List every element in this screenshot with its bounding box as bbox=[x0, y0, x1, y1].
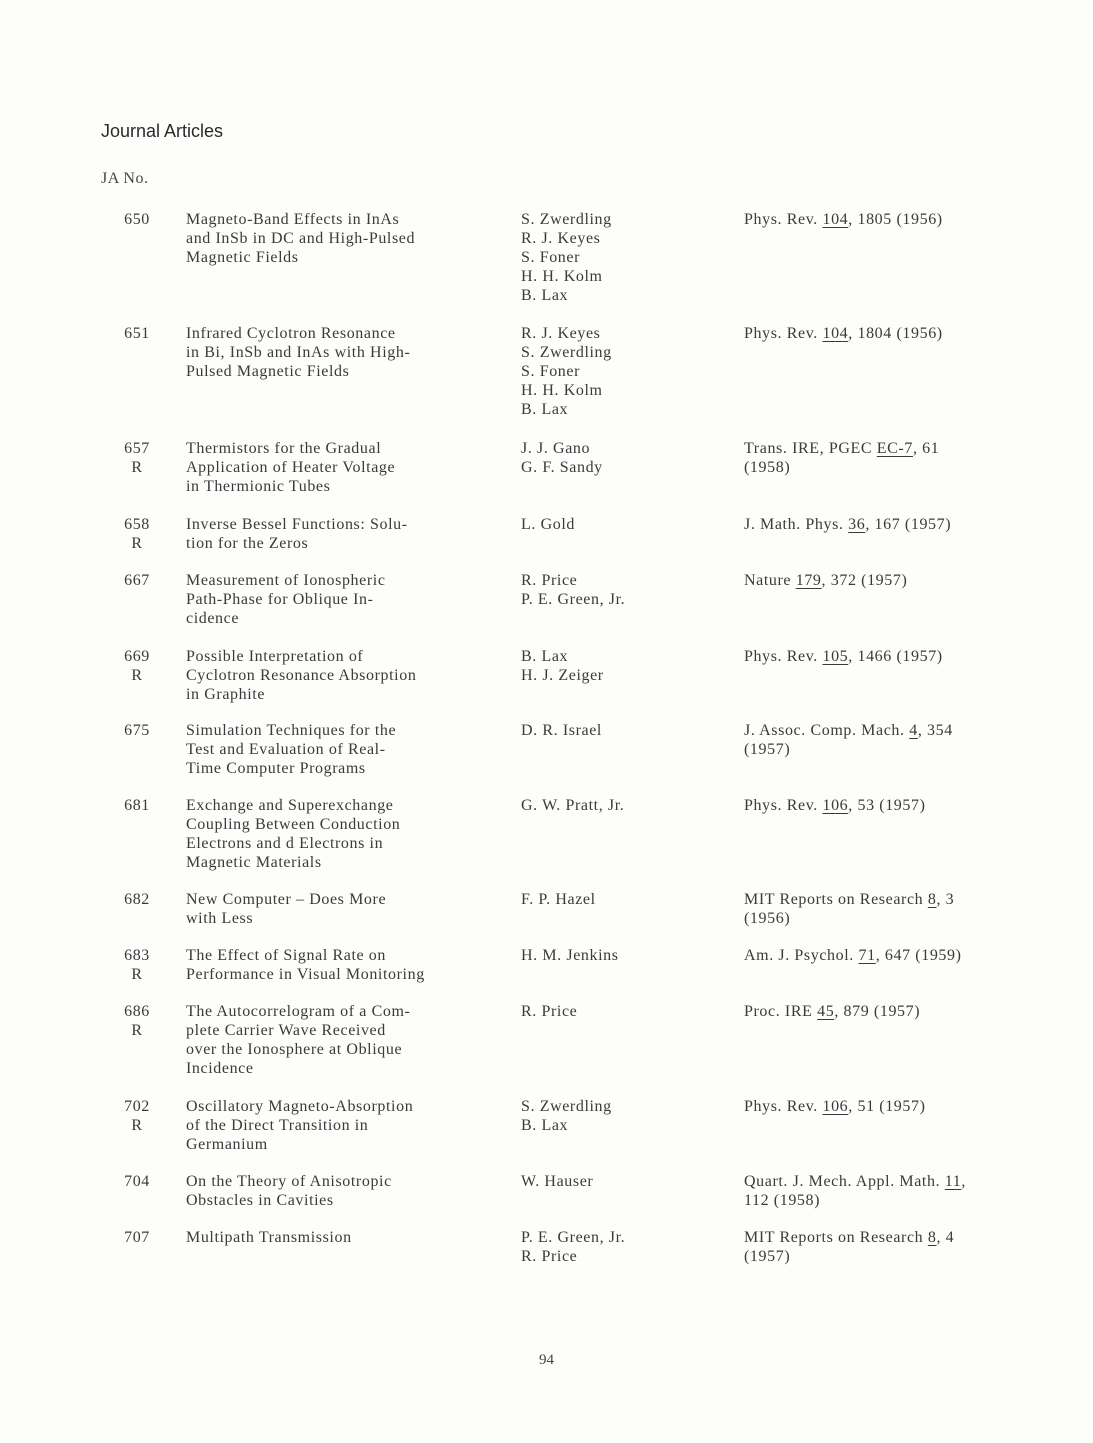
citation-line bbox=[744, 946, 1044, 965]
ja-number bbox=[117, 946, 157, 984]
citation-volume: 104 bbox=[822, 325, 849, 342]
ja-number bbox=[117, 210, 157, 229]
citation-volume: 45 bbox=[817, 1003, 835, 1020]
author-name: D. R. Israel bbox=[521, 722, 602, 739]
author-name: L. Gold bbox=[521, 516, 575, 533]
ja-number bbox=[117, 324, 157, 343]
article-authors bbox=[521, 946, 731, 965]
author-name: G. F. Sandy bbox=[521, 459, 603, 476]
author-name: B. Lax bbox=[521, 287, 569, 304]
article-citation bbox=[744, 210, 1044, 229]
author-name: H. M. Jenkins bbox=[521, 947, 619, 964]
article-title-line: The Autocorrelogram of a Com- bbox=[186, 1003, 411, 1020]
author-name: S. Foner bbox=[521, 249, 581, 266]
citation-text: Am. J. Psychol. bbox=[744, 947, 859, 964]
article-title-line: of the Direct Transition in bbox=[186, 1117, 369, 1134]
citation-volume: 36 bbox=[848, 516, 866, 533]
article-title-line: Incidence bbox=[186, 1060, 254, 1077]
ja-number bbox=[117, 721, 157, 740]
ja-number bbox=[117, 647, 157, 685]
article-title bbox=[186, 1097, 516, 1154]
citation-line bbox=[744, 1097, 1044, 1116]
citation-volume: 106 bbox=[822, 797, 849, 814]
citation-line bbox=[744, 647, 1044, 666]
citation-text: , 167 (1957) bbox=[865, 516, 952, 533]
article-authors bbox=[521, 1228, 731, 1266]
citation-volume: 11 bbox=[944, 1173, 962, 1190]
ja-number bbox=[117, 1172, 157, 1191]
article-title-line: Performance in Visual Monitoring bbox=[186, 966, 425, 983]
citation-line bbox=[744, 571, 1044, 590]
article-citation bbox=[744, 796, 1044, 815]
article-title-line: Cyclotron Resonance Absorption bbox=[186, 667, 417, 684]
article-title bbox=[186, 439, 516, 496]
citation-text: Nature bbox=[744, 572, 796, 589]
citation-text: , bbox=[961, 1173, 966, 1190]
ja-number bbox=[117, 439, 157, 477]
article-title bbox=[186, 946, 516, 984]
article-title-line: Application of Heater Voltage bbox=[186, 459, 396, 476]
author-name: B. Lax bbox=[521, 1117, 569, 1134]
article-title bbox=[186, 796, 516, 872]
citation-line bbox=[744, 324, 1044, 343]
article-title bbox=[186, 324, 516, 381]
citation-text: Trans. IRE, PGEC bbox=[744, 440, 877, 457]
ja-number-value: 683 bbox=[124, 947, 150, 964]
ja-number-value: 686 bbox=[124, 1003, 150, 1020]
article-title-line: Infrared Cyclotron Resonance bbox=[186, 325, 396, 342]
article-title-line: in Thermionic Tubes bbox=[186, 478, 331, 495]
ja-number-value: 667 bbox=[124, 572, 150, 589]
article-title-line: tion for the Zeros bbox=[186, 535, 309, 552]
citation-line-2: (1956) bbox=[744, 910, 791, 927]
ja-number-value: 650 bbox=[124, 211, 150, 228]
column-label: JA No. bbox=[101, 170, 149, 187]
article-authors bbox=[521, 796, 731, 815]
article-authors bbox=[521, 1097, 731, 1135]
citation-text: J. Assoc. Comp. Mach. bbox=[744, 722, 910, 739]
article-citation bbox=[744, 515, 1044, 534]
article-title-line: New Computer – Does More bbox=[186, 891, 387, 908]
ja-number-suffix: R bbox=[131, 966, 143, 983]
author-name: S. Zwerdling bbox=[521, 1098, 612, 1115]
ja-number-value: 682 bbox=[124, 891, 150, 908]
citation-text: , 61 bbox=[912, 440, 940, 457]
citation-volume: 8 bbox=[927, 891, 937, 908]
article-citation bbox=[744, 571, 1044, 590]
author-name: B. Lax bbox=[521, 401, 569, 418]
author-name: R. J. Keyes bbox=[521, 230, 601, 247]
article-citation bbox=[744, 439, 1044, 477]
ja-number bbox=[117, 796, 157, 815]
citation-line bbox=[744, 721, 1044, 740]
author-name: R. Price bbox=[521, 1248, 578, 1265]
ja-number-suffix: R bbox=[131, 1117, 143, 1134]
article-title-line: Path-Phase for Oblique In- bbox=[186, 591, 374, 608]
article-citation bbox=[744, 946, 1044, 965]
article-title-line: Exchange and Superexchange bbox=[186, 797, 394, 814]
citation-text: , 51 (1957) bbox=[848, 1098, 926, 1115]
article-authors bbox=[521, 721, 731, 740]
author-name: H. H. Kolm bbox=[521, 268, 603, 285]
citation-text: , 3 bbox=[936, 891, 955, 908]
article-title-line: Coupling Between Conduction bbox=[186, 816, 401, 833]
ja-number bbox=[117, 890, 157, 909]
ja-number-value: 707 bbox=[124, 1229, 150, 1246]
ja-number-value: 681 bbox=[124, 797, 150, 814]
article-authors bbox=[521, 571, 731, 609]
article-authors bbox=[521, 515, 731, 534]
article-title bbox=[186, 647, 516, 704]
article-title bbox=[186, 1002, 516, 1078]
ja-number-value: 651 bbox=[124, 325, 150, 342]
citation-line-2: (1958) bbox=[744, 459, 791, 476]
citation-line-2: 112 (1958) bbox=[744, 1192, 821, 1209]
article-title-line: Electrons and d Electrons in bbox=[186, 835, 384, 852]
ja-number-value: 675 bbox=[124, 722, 150, 739]
article-citation bbox=[744, 721, 1044, 759]
article-citation bbox=[744, 890, 1044, 928]
citation-text: Phys. Rev. bbox=[744, 648, 823, 665]
article-title-line: Pulsed Magnetic Fields bbox=[186, 363, 350, 380]
author-name: R. J. Keyes bbox=[521, 325, 601, 342]
article-citation bbox=[744, 1172, 1044, 1210]
article-title bbox=[186, 515, 516, 553]
author-name: F. P. Hazel bbox=[521, 891, 596, 908]
ja-number-suffix: R bbox=[131, 667, 143, 684]
author-name: R. Price bbox=[521, 1003, 578, 1020]
citation-text: Phys. Rev. bbox=[744, 325, 823, 342]
ja-number bbox=[117, 571, 157, 590]
article-title bbox=[186, 721, 516, 778]
author-name: R. Price bbox=[521, 572, 578, 589]
article-title-line: over the Ionosphere at Oblique bbox=[186, 1041, 403, 1058]
citation-volume: 106 bbox=[822, 1098, 849, 1115]
ja-number-value: 658 bbox=[124, 516, 150, 533]
author-name: S. Foner bbox=[521, 363, 581, 380]
citation-line-2: (1957) bbox=[744, 1248, 791, 1265]
citation-line bbox=[744, 210, 1044, 229]
ja-number-value: 669 bbox=[124, 648, 150, 665]
article-title-line: Time Computer Programs bbox=[186, 760, 366, 777]
article-title bbox=[186, 210, 516, 267]
article-title bbox=[186, 571, 516, 628]
ja-number-suffix: R bbox=[131, 459, 143, 476]
author-name: G. W. Pratt, Jr. bbox=[521, 797, 625, 814]
author-name: B. Lax bbox=[521, 648, 569, 665]
article-citation bbox=[744, 647, 1044, 666]
article-title-line: Test and Evaluation of Real- bbox=[186, 741, 386, 758]
section-heading: Journal Articles bbox=[101, 121, 224, 141]
article-title-line: Oscillatory Magneto-Absorption bbox=[186, 1098, 414, 1115]
article-title-line: Multipath Transmission bbox=[186, 1229, 352, 1246]
author-name: P. E. Green, Jr. bbox=[521, 591, 626, 608]
ja-number-value: 704 bbox=[124, 1173, 150, 1190]
citation-volume: EC-7 bbox=[876, 440, 913, 457]
author-name: J. J. Gano bbox=[521, 440, 591, 457]
citation-text: Phys. Rev. bbox=[744, 797, 823, 814]
citation-volume: 179 bbox=[795, 572, 822, 589]
author-name: H. H. Kolm bbox=[521, 382, 603, 399]
citation-volume: 104 bbox=[822, 211, 849, 228]
citation-text: , 1804 (1956) bbox=[848, 325, 943, 342]
citation-text: MIT Reports on Research bbox=[744, 891, 928, 908]
citation-line bbox=[744, 1002, 1044, 1021]
article-title bbox=[186, 1172, 516, 1210]
article-title-line: Magneto-Band Effects in InAs bbox=[186, 211, 400, 228]
article-authors bbox=[521, 324, 731, 419]
ja-number bbox=[117, 1097, 157, 1135]
article-title bbox=[186, 890, 516, 928]
citation-text: , 1466 (1957) bbox=[848, 648, 943, 665]
article-title-line: in Bi, InSb and InAs with High- bbox=[186, 344, 411, 361]
article-authors bbox=[521, 890, 731, 909]
page-number: 94 bbox=[539, 1352, 554, 1368]
ja-number-value: 702 bbox=[124, 1098, 150, 1115]
article-title-line: Possible Interpretation of bbox=[186, 648, 364, 665]
citation-volume: 105 bbox=[822, 648, 849, 665]
ja-number bbox=[117, 1228, 157, 1247]
citation-text: Phys. Rev. bbox=[744, 1098, 823, 1115]
ja-number bbox=[117, 515, 157, 553]
article-citation bbox=[744, 324, 1044, 343]
citation-line bbox=[744, 439, 1044, 458]
article-title-line: Inverse Bessel Functions: Solu- bbox=[186, 516, 408, 533]
article-citation bbox=[744, 1002, 1044, 1021]
article-title-line: plete Carrier Wave Received bbox=[186, 1022, 386, 1039]
citation-volume: 71 bbox=[858, 947, 876, 964]
article-title-line: Germanium bbox=[186, 1136, 268, 1153]
citation-volume: 8 bbox=[927, 1229, 937, 1246]
article-authors bbox=[521, 210, 731, 305]
ja-number bbox=[117, 1002, 157, 1040]
article-title-line: Thermistors for the Gradual bbox=[186, 440, 382, 457]
article-authors bbox=[521, 439, 731, 477]
article-authors bbox=[521, 1002, 731, 1021]
article-title-line: Magnetic Fields bbox=[186, 249, 299, 266]
author-name: W. Hauser bbox=[521, 1173, 594, 1190]
citation-line bbox=[744, 1228, 1044, 1247]
article-title-line: Magnetic Materials bbox=[186, 854, 322, 871]
citation-line bbox=[744, 890, 1044, 909]
article-title-line: with Less bbox=[186, 910, 254, 927]
citation-text: J. Math. Phys. bbox=[744, 516, 849, 533]
ja-number-suffix: R bbox=[131, 1022, 143, 1039]
ja-number-value: 657 bbox=[124, 440, 150, 457]
citation-line bbox=[744, 515, 1044, 534]
article-title-line: Measurement of Ionospheric bbox=[186, 572, 386, 589]
article-title-line: Simulation Techniques for the bbox=[186, 722, 397, 739]
author-name: H. J. Zeiger bbox=[521, 667, 604, 684]
article-title-line: cidence bbox=[186, 610, 240, 627]
article-citation bbox=[744, 1228, 1044, 1266]
citation-text: Phys. Rev. bbox=[744, 211, 823, 228]
author-name: P. E. Green, Jr. bbox=[521, 1229, 626, 1246]
article-title-line: and InSb in DC and High-Pulsed bbox=[186, 230, 416, 247]
citation-line bbox=[744, 796, 1044, 815]
citation-text: , 1805 (1956) bbox=[848, 211, 943, 228]
ja-number-suffix: R bbox=[131, 535, 143, 552]
article-title-line: Obstacles in Cavities bbox=[186, 1192, 334, 1209]
citation-text: Proc. IRE bbox=[744, 1003, 818, 1020]
article-title bbox=[186, 1228, 516, 1247]
article-citation bbox=[744, 1097, 1044, 1116]
citation-line-2: (1957) bbox=[744, 741, 791, 758]
article-title-line: The Effect of Signal Rate on bbox=[186, 947, 387, 964]
citation-text: , 647 (1959) bbox=[875, 947, 962, 964]
article-title-line: in Graphite bbox=[186, 686, 266, 703]
article-authors bbox=[521, 647, 731, 685]
author-name: S. Zwerdling bbox=[521, 211, 612, 228]
citation-text: , 354 bbox=[917, 722, 953, 739]
citation-text: , 53 (1957) bbox=[848, 797, 926, 814]
citation-text: MIT Reports on Research bbox=[744, 1229, 928, 1246]
author-name: S. Zwerdling bbox=[521, 344, 612, 361]
article-authors bbox=[521, 1172, 731, 1191]
citation-text: , 4 bbox=[936, 1229, 955, 1246]
citation-line bbox=[744, 1172, 1044, 1191]
citation-text: , 879 (1957) bbox=[834, 1003, 921, 1020]
citation-text: , 372 (1957) bbox=[821, 572, 908, 589]
citation-text: Quart. J. Mech. Appl. Math. bbox=[744, 1173, 945, 1190]
citation-volume: 4 bbox=[909, 722, 918, 739]
article-title-line: On the Theory of Anisotropic bbox=[186, 1173, 392, 1190]
